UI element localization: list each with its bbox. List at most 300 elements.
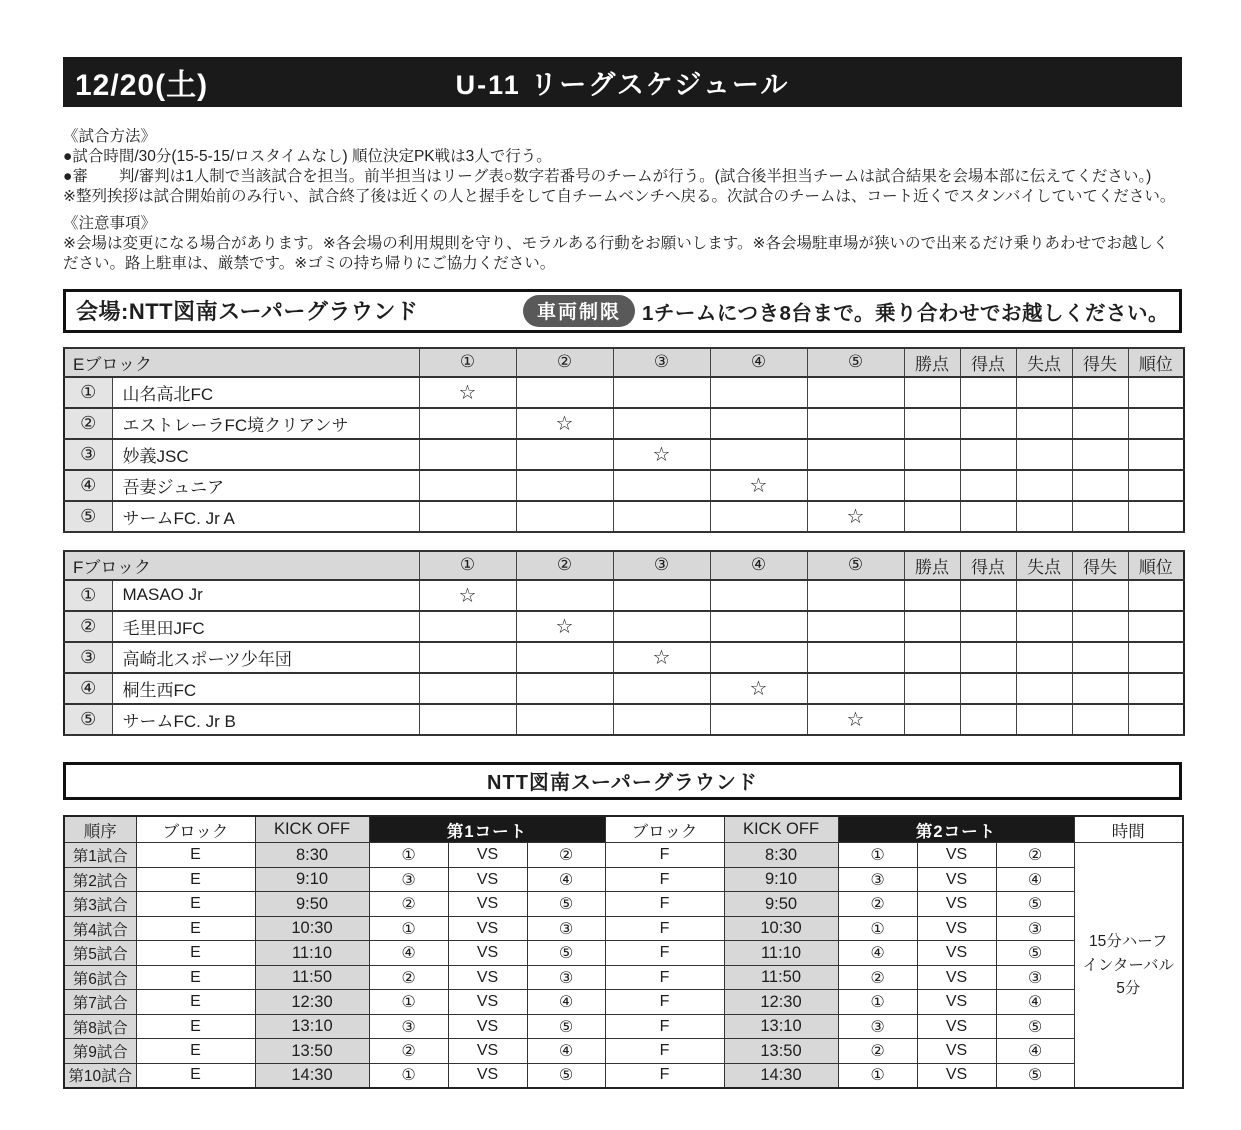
stat-cell — [1016, 642, 1072, 673]
kickoff-cell: 8:30 — [255, 843, 369, 868]
stat-cell — [904, 642, 960, 673]
home-team: ① — [838, 1063, 917, 1088]
team-number: ⑤ — [64, 704, 112, 735]
stat-cell — [1128, 704, 1184, 735]
f-block-table — [63, 550, 1185, 736]
column-header: ④ — [710, 348, 807, 377]
match-row — [64, 1039, 1183, 1064]
away-team: ③ — [527, 916, 605, 941]
star-cell — [807, 673, 904, 704]
star-cell — [419, 642, 516, 673]
match-row — [64, 843, 1183, 868]
star-cell — [613, 408, 710, 439]
away-team: ⑤ — [996, 1014, 1074, 1039]
star-cell: ☆ — [613, 439, 710, 470]
block-header: ブロック — [605, 816, 724, 843]
kickoff-header: KICK OFF — [255, 816, 369, 843]
team-row — [64, 470, 1184, 501]
vs-label: VS — [917, 843, 996, 868]
kickoff-cell: 13:50 — [255, 1039, 369, 1064]
home-team: ① — [369, 843, 448, 868]
stat-cell — [960, 673, 1016, 704]
vs-label: VS — [448, 892, 527, 917]
block-cell: F — [605, 990, 724, 1015]
block-cell: F — [605, 867, 724, 892]
column-header: ③ — [613, 348, 710, 377]
home-team: ② — [369, 892, 448, 917]
stat-cell — [960, 439, 1016, 470]
stat-cell — [1128, 580, 1184, 611]
stat-cell — [1128, 439, 1184, 470]
column-header: ② — [516, 348, 613, 377]
star-cell: ☆ — [807, 704, 904, 735]
star-cell — [613, 377, 710, 408]
team-row — [64, 580, 1184, 611]
stat-cell — [960, 408, 1016, 439]
kickoff-header: KICK OFF — [724, 816, 838, 843]
kickoff-cell: 9:50 — [724, 892, 838, 917]
star-cell — [419, 408, 516, 439]
kickoff-cell: 11:50 — [724, 965, 838, 990]
star-cell — [807, 642, 904, 673]
block-cell: F — [605, 892, 724, 917]
stat-cell — [1072, 673, 1128, 704]
block-cell: F — [605, 1014, 724, 1039]
stat-cell — [1072, 377, 1128, 408]
away-team: ⑤ — [527, 1063, 605, 1088]
column-header: 勝点 — [904, 348, 960, 377]
star-cell — [516, 642, 613, 673]
vs-label: VS — [917, 990, 996, 1015]
match-row — [64, 892, 1183, 917]
away-team: ② — [996, 843, 1074, 868]
team-name: 妙義JSC — [112, 439, 419, 470]
star-cell — [807, 377, 904, 408]
match-order: 第7試合 — [64, 990, 136, 1015]
kickoff-cell: 11:10 — [255, 941, 369, 966]
column-header: ⑤ — [807, 348, 904, 377]
star-cell — [419, 501, 516, 532]
time-note-line: 5分 — [1116, 979, 1141, 997]
stat-cell — [1128, 501, 1184, 532]
block-cell: E — [136, 916, 255, 941]
stat-cell — [1128, 611, 1184, 642]
ground-title: NTT図南スーパーグラウンド — [487, 772, 758, 795]
column-header: 得失 — [1072, 551, 1128, 580]
court2-header: 第2コート — [838, 816, 1074, 843]
away-team: ⑤ — [527, 892, 605, 917]
column-header: 順位 — [1128, 348, 1184, 377]
star-cell — [613, 673, 710, 704]
away-team: ③ — [996, 916, 1074, 941]
stat-cell — [1016, 470, 1072, 501]
away-team: ③ — [527, 965, 605, 990]
vs-label: VS — [917, 965, 996, 990]
block-cell: E — [136, 990, 255, 1015]
team-number: ③ — [64, 642, 112, 673]
home-team: ③ — [838, 867, 917, 892]
star-cell: ☆ — [807, 501, 904, 532]
stat-cell — [1128, 377, 1184, 408]
star-cell — [807, 580, 904, 611]
star-cell: ☆ — [710, 673, 807, 704]
star-cell: ☆ — [516, 408, 613, 439]
page-title: U-11 リーグスケジュール — [455, 69, 790, 100]
stat-cell — [1072, 470, 1128, 501]
caution-heading: 《注意事項》 — [63, 214, 157, 232]
column-header: ① — [419, 348, 516, 377]
kickoff-cell: 9:10 — [724, 867, 838, 892]
star-cell — [419, 704, 516, 735]
team-name: 吾妻ジュニア — [112, 470, 419, 501]
block-cell: F — [605, 941, 724, 966]
kickoff-cell: 13:10 — [255, 1014, 369, 1039]
home-team: ④ — [369, 941, 448, 966]
e-block-table — [63, 347, 1185, 533]
star-cell — [516, 470, 613, 501]
stat-cell — [960, 580, 1016, 611]
team-name: 桐生西FC — [112, 673, 419, 704]
page-header-bar — [63, 57, 1182, 107]
star-cell: ☆ — [710, 470, 807, 501]
star-cell — [613, 611, 710, 642]
away-team: ⑤ — [527, 1014, 605, 1039]
vs-label: VS — [917, 1063, 996, 1088]
home-team: ③ — [838, 1014, 917, 1039]
stat-cell — [960, 642, 1016, 673]
caution-section — [63, 214, 1182, 274]
stat-cell — [904, 470, 960, 501]
stat-cell — [1016, 408, 1072, 439]
home-team: ② — [838, 1039, 917, 1064]
star-cell — [516, 377, 613, 408]
vs-label: VS — [448, 867, 527, 892]
home-team: ① — [369, 990, 448, 1015]
away-team: ④ — [527, 990, 605, 1015]
venue-banner — [63, 289, 1182, 333]
block-cell: F — [605, 1063, 724, 1088]
stat-cell — [1072, 408, 1128, 439]
stat-cell — [1072, 501, 1128, 532]
team-number: ② — [64, 408, 112, 439]
venue-name: 会場:NTT図南スーパーグラウンド — [76, 299, 419, 325]
stat-cell — [1016, 673, 1072, 704]
away-team: ⑤ — [996, 941, 1074, 966]
block-cell: E — [136, 1014, 255, 1039]
stat-cell — [1016, 704, 1072, 735]
team-name: MASAO Jr — [112, 580, 419, 611]
league-header-row — [64, 348, 1184, 377]
team-name: 毛里田JFC — [112, 611, 419, 642]
star-cell — [516, 580, 613, 611]
stat-cell — [960, 470, 1016, 501]
kickoff-cell: 14:30 — [255, 1063, 369, 1088]
home-team: ① — [369, 1063, 448, 1088]
stat-cell — [1072, 611, 1128, 642]
star-cell — [613, 501, 710, 532]
star-cell: ☆ — [613, 642, 710, 673]
vehicle-restriction-text: 1チームにつき8台まで。乗り合わせでお越しください。 — [642, 301, 1169, 325]
team-row — [64, 501, 1184, 532]
team-row — [64, 408, 1184, 439]
column-header: 失点 — [1016, 551, 1072, 580]
stat-cell — [904, 408, 960, 439]
away-team: ④ — [527, 867, 605, 892]
star-cell — [710, 642, 807, 673]
home-team: ③ — [369, 1014, 448, 1039]
kickoff-cell: 8:30 — [724, 843, 838, 868]
home-team: ② — [838, 965, 917, 990]
kickoff-cell: 14:30 — [724, 1063, 838, 1088]
home-team: ① — [838, 990, 917, 1015]
team-number: ④ — [64, 673, 112, 704]
match-order: 第2試合 — [64, 867, 136, 892]
star-cell: ☆ — [419, 580, 516, 611]
vs-label: VS — [448, 941, 527, 966]
team-number: ② — [64, 611, 112, 642]
match-row — [64, 1063, 1183, 1088]
match-order: 第10試合 — [64, 1063, 136, 1088]
vs-label: VS — [448, 965, 527, 990]
away-team: ⑤ — [996, 892, 1074, 917]
column-header: 得点 — [960, 551, 1016, 580]
vs-label: VS — [917, 892, 996, 917]
team-number: ① — [64, 377, 112, 408]
team-name: 山名高北FC — [112, 377, 419, 408]
home-team: ① — [369, 916, 448, 941]
home-team: ② — [369, 965, 448, 990]
stat-cell — [960, 611, 1016, 642]
caution-text: ※会場は変更になる場合があります。※各会場の利用規則を守り、モラルある行動をお願いします。※各会場駐車場が狭いので出来るだけ乗りあわせでお越しください。路上駐車は、厳禁です。※ゴミの持ち帰りにご協力ください。 — [63, 234, 1169, 272]
stat-cell — [1016, 580, 1072, 611]
vs-label: VS — [917, 867, 996, 892]
time-note — [1074, 843, 1183, 1088]
league-header-row — [64, 551, 1184, 580]
team-name: サームFC. Jr A — [112, 501, 419, 532]
vs-label: VS — [448, 1014, 527, 1039]
kickoff-cell: 10:30 — [724, 916, 838, 941]
block-cell: F — [605, 1039, 724, 1064]
match-row — [64, 916, 1183, 941]
away-team: ③ — [996, 965, 1074, 990]
vs-label: VS — [917, 941, 996, 966]
stat-cell — [1128, 642, 1184, 673]
stat-cell — [904, 673, 960, 704]
block-cell: E — [136, 867, 255, 892]
team-row — [64, 439, 1184, 470]
schedule-sheet — [0, 57, 1241, 1130]
away-team: ④ — [996, 867, 1074, 892]
kickoff-cell: 12:30 — [255, 990, 369, 1015]
method-heading: 《試合方法》 — [63, 128, 157, 145]
away-team: ④ — [996, 1039, 1074, 1064]
stat-cell — [1128, 673, 1184, 704]
court1-header: 第1コート — [369, 816, 605, 843]
column-header: 失点 — [1016, 348, 1072, 377]
vs-label: VS — [448, 843, 527, 868]
kickoff-cell: 12:30 — [724, 990, 838, 1015]
team-name: エストレーラFC境クリアンサ — [112, 408, 419, 439]
home-team: ② — [838, 892, 917, 917]
block-cell: F — [605, 916, 724, 941]
team-row — [64, 673, 1184, 704]
kickoff-cell: 11:50 — [255, 965, 369, 990]
star-cell: ☆ — [516, 611, 613, 642]
stat-cell — [1072, 642, 1128, 673]
star-cell — [807, 408, 904, 439]
star-cell: ☆ — [419, 377, 516, 408]
column-header: ③ — [613, 551, 710, 580]
home-team: ② — [369, 1039, 448, 1064]
team-number: ① — [64, 580, 112, 611]
column-header: 得点 — [960, 348, 1016, 377]
time-note-line: 15分ハーフ — [1089, 933, 1168, 951]
star-cell — [419, 470, 516, 501]
star-cell — [419, 611, 516, 642]
star-cell — [613, 470, 710, 501]
stat-cell — [904, 377, 960, 408]
ground-title-box — [63, 762, 1182, 800]
schedule-header-row — [64, 816, 1183, 843]
star-cell — [516, 673, 613, 704]
team-number: ⑤ — [64, 501, 112, 532]
stat-cell — [904, 580, 960, 611]
vs-label: VS — [448, 916, 527, 941]
kickoff-cell: 10:30 — [255, 916, 369, 941]
team-row — [64, 611, 1184, 642]
stat-cell — [904, 439, 960, 470]
stat-cell — [1016, 377, 1072, 408]
kickoff-cell: 9:50 — [255, 892, 369, 917]
kickoff-cell: 9:10 — [255, 867, 369, 892]
team-number: ③ — [64, 439, 112, 470]
star-cell — [419, 439, 516, 470]
time-note-line: インターバル — [1082, 956, 1175, 974]
block-label: Fブロック — [64, 551, 419, 580]
stat-cell — [1072, 704, 1128, 735]
star-cell — [516, 501, 613, 532]
column-header: 得失 — [1072, 348, 1128, 377]
vs-label: VS — [917, 1014, 996, 1039]
team-name: 高崎北スポーツ少年団 — [112, 642, 419, 673]
star-cell — [710, 501, 807, 532]
team-name: サームFC. Jr B — [112, 704, 419, 735]
star-cell — [710, 704, 807, 735]
date-label: 12/20(土) — [75, 69, 209, 102]
block-cell: E — [136, 1063, 255, 1088]
star-cell — [516, 439, 613, 470]
match-row — [64, 990, 1183, 1015]
away-team: ④ — [996, 990, 1074, 1015]
match-row — [64, 941, 1183, 966]
home-team: ③ — [369, 867, 448, 892]
vs-label: VS — [917, 916, 996, 941]
vs-label: VS — [917, 1039, 996, 1064]
column-header: ④ — [710, 551, 807, 580]
stat-cell — [1016, 501, 1072, 532]
stat-cell — [960, 377, 1016, 408]
star-cell — [710, 439, 807, 470]
match-order: 第4試合 — [64, 916, 136, 941]
block-cell: E — [136, 843, 255, 868]
vehicle-restriction-badge: 車両制限 — [523, 295, 635, 327]
block-label: Eブロック — [64, 348, 419, 377]
kickoff-cell: 13:50 — [724, 1039, 838, 1064]
away-team: ⑤ — [996, 1063, 1074, 1088]
column-header: ⑤ — [807, 551, 904, 580]
team-row — [64, 377, 1184, 408]
vs-label: VS — [448, 990, 527, 1015]
schedule-table — [63, 815, 1184, 1089]
home-team: ① — [838, 916, 917, 941]
vs-label: VS — [448, 1063, 527, 1088]
home-team: ④ — [838, 941, 917, 966]
column-header: ① — [419, 551, 516, 580]
block-header: ブロック — [136, 816, 255, 843]
stat-cell — [1072, 580, 1128, 611]
stat-cell — [960, 501, 1016, 532]
match-order: 第3試合 — [64, 892, 136, 917]
match-order: 第6試合 — [64, 965, 136, 990]
match-order: 第5試合 — [64, 941, 136, 966]
stat-cell — [904, 501, 960, 532]
block-cell: E — [136, 965, 255, 990]
stat-cell — [1128, 470, 1184, 501]
column-header: 勝点 — [904, 551, 960, 580]
vs-label: VS — [448, 1039, 527, 1064]
stat-cell — [904, 704, 960, 735]
match-row — [64, 1014, 1183, 1039]
match-row — [64, 965, 1183, 990]
order-header: 順序 — [64, 816, 136, 843]
star-cell — [710, 580, 807, 611]
stat-cell — [904, 611, 960, 642]
home-team: ① — [838, 843, 917, 868]
away-team: ② — [527, 843, 605, 868]
match-order: 第1試合 — [64, 843, 136, 868]
block-cell: F — [605, 843, 724, 868]
match-order: 第8試合 — [64, 1014, 136, 1039]
star-cell — [419, 673, 516, 704]
star-cell — [710, 611, 807, 642]
star-cell — [613, 580, 710, 611]
team-row — [64, 704, 1184, 735]
team-number: ④ — [64, 470, 112, 501]
star-cell — [807, 439, 904, 470]
block-cell: E — [136, 941, 255, 966]
block-cell: E — [136, 892, 255, 917]
away-team: ⑤ — [527, 941, 605, 966]
stat-cell — [960, 704, 1016, 735]
match-method-section — [63, 127, 1182, 208]
stat-cell — [1072, 439, 1128, 470]
match-order: 第9試合 — [64, 1039, 136, 1064]
stat-cell — [1128, 408, 1184, 439]
star-cell — [710, 377, 807, 408]
block-cell: E — [136, 1039, 255, 1064]
star-cell — [807, 611, 904, 642]
kickoff-cell: 13:10 — [724, 1014, 838, 1039]
time-header: 時間 — [1074, 816, 1183, 843]
column-header: ② — [516, 551, 613, 580]
method-line: ●試合時間/30分(15-5-15/ロスタイムなし) 順位決定PK戦は3人で行う。 — [63, 148, 552, 166]
star-cell — [613, 704, 710, 735]
team-row — [64, 642, 1184, 673]
star-cell — [710, 408, 807, 439]
kickoff-cell: 11:10 — [724, 941, 838, 966]
star-cell — [807, 470, 904, 501]
method-line: ●審 判/審判は1人制で当該試合を担当。前半担当はリーグ表○数字若番号のチームが行う。(試合後半担当チームは試合結果を会場本部に伝えてください。) — [63, 168, 1152, 186]
